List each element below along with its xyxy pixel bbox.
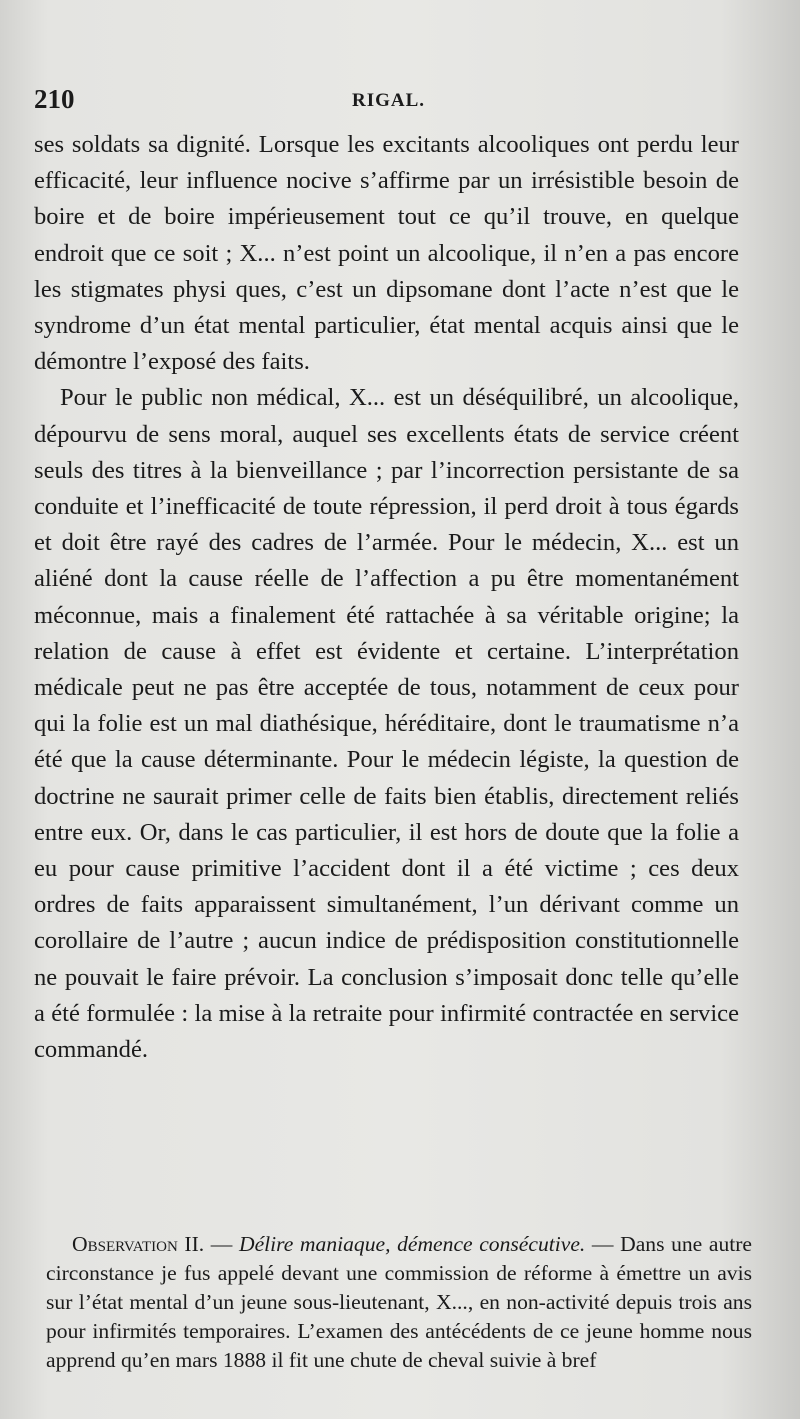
paragraph: Pour le public non médical, X... est un déséquilibré, un alcoolique, dépourvu de sens moral, auquel ses excellents états de service créent seuls des titres à la bienveillance ; par l’incorrection persistante de sa conduite et l’inefficacité de toute répression, il perd droit à tous égards et doit être rayé des cadres de l’armée. Pour le médecin, X... est un aliéné dont la cause réelle de l’affection a pu être momentanément méconnue, mais a finalement été rattachée à sa véritable origine; la relation de cause à effet est évidente et certaine. L’interprétation médicale peut ne pas être acceptée de tous, notamment de ceux pour qui la folie est un mal diathésique, héréditaire, dont le traumatisme n’a été que la cause déterminante. Pour le médecin légiste, la question de doctrine ne saurait primer celle de faits bien établis, directement reliés entre eux. Or, dans le cas particulier, il est hors de doute que la folie a eu pour cause primitive l’accident dont il a été victime ; ces deux ordres de faits apparaissent simultanément, l’un dérivant comme un corollaire de l’autre ; aucun indice de prédisposition constitutionnelle ne pouvait le faire prévoir. La conclusion s’imposait donc telle qu’elle a été formulée : la mise à la retraite pour infirmité contractée en service commandé. (34, 384, 739, 1064)
page-header (34, 84, 760, 120)
observation-dash: — (204, 1231, 239, 1256)
body-text (34, 127, 739, 1068)
observation-dash: — (585, 1231, 621, 1256)
observation-title: Délire maniaque, démence consécutive. (238, 1231, 586, 1256)
observation-label: Observation II. (72, 1231, 205, 1256)
page-number: 210 (34, 84, 75, 114)
paragraph: ses soldats sa dignité. Lorsque les excitants alcooliques ont perdu leur efficacité, leur influence nocive s’affirme par un irrésistible besoin de boire et de boire impérieusement tout ce qu’il trouve, en quelque endroit que ce soit ; X... n’est point un alcoolique, il n’en a pas encore les stigmates physi ques, c’est un dipsomane dont l’acte n’est que le syndrome d’un état mental particulier, état mental acquis ainsi que le démontre l’exposé des faits. (34, 131, 739, 376)
observation-text: Dans une autre circonstance je fus appelé devant une commission de réforme à émettre un avis sur l’état mental d’un jeune sous-lieutenant, X..., en non-activité depuis trois ans pour infirmités temporaires. L’examen des antécédents de ce jeune homme nous apprend qu’en mars 1888 il fit une chute de cheval suivie à bref (46, 1231, 753, 1372)
observation-block (46, 1230, 752, 1375)
running-head: RIGAL. (352, 90, 426, 111)
